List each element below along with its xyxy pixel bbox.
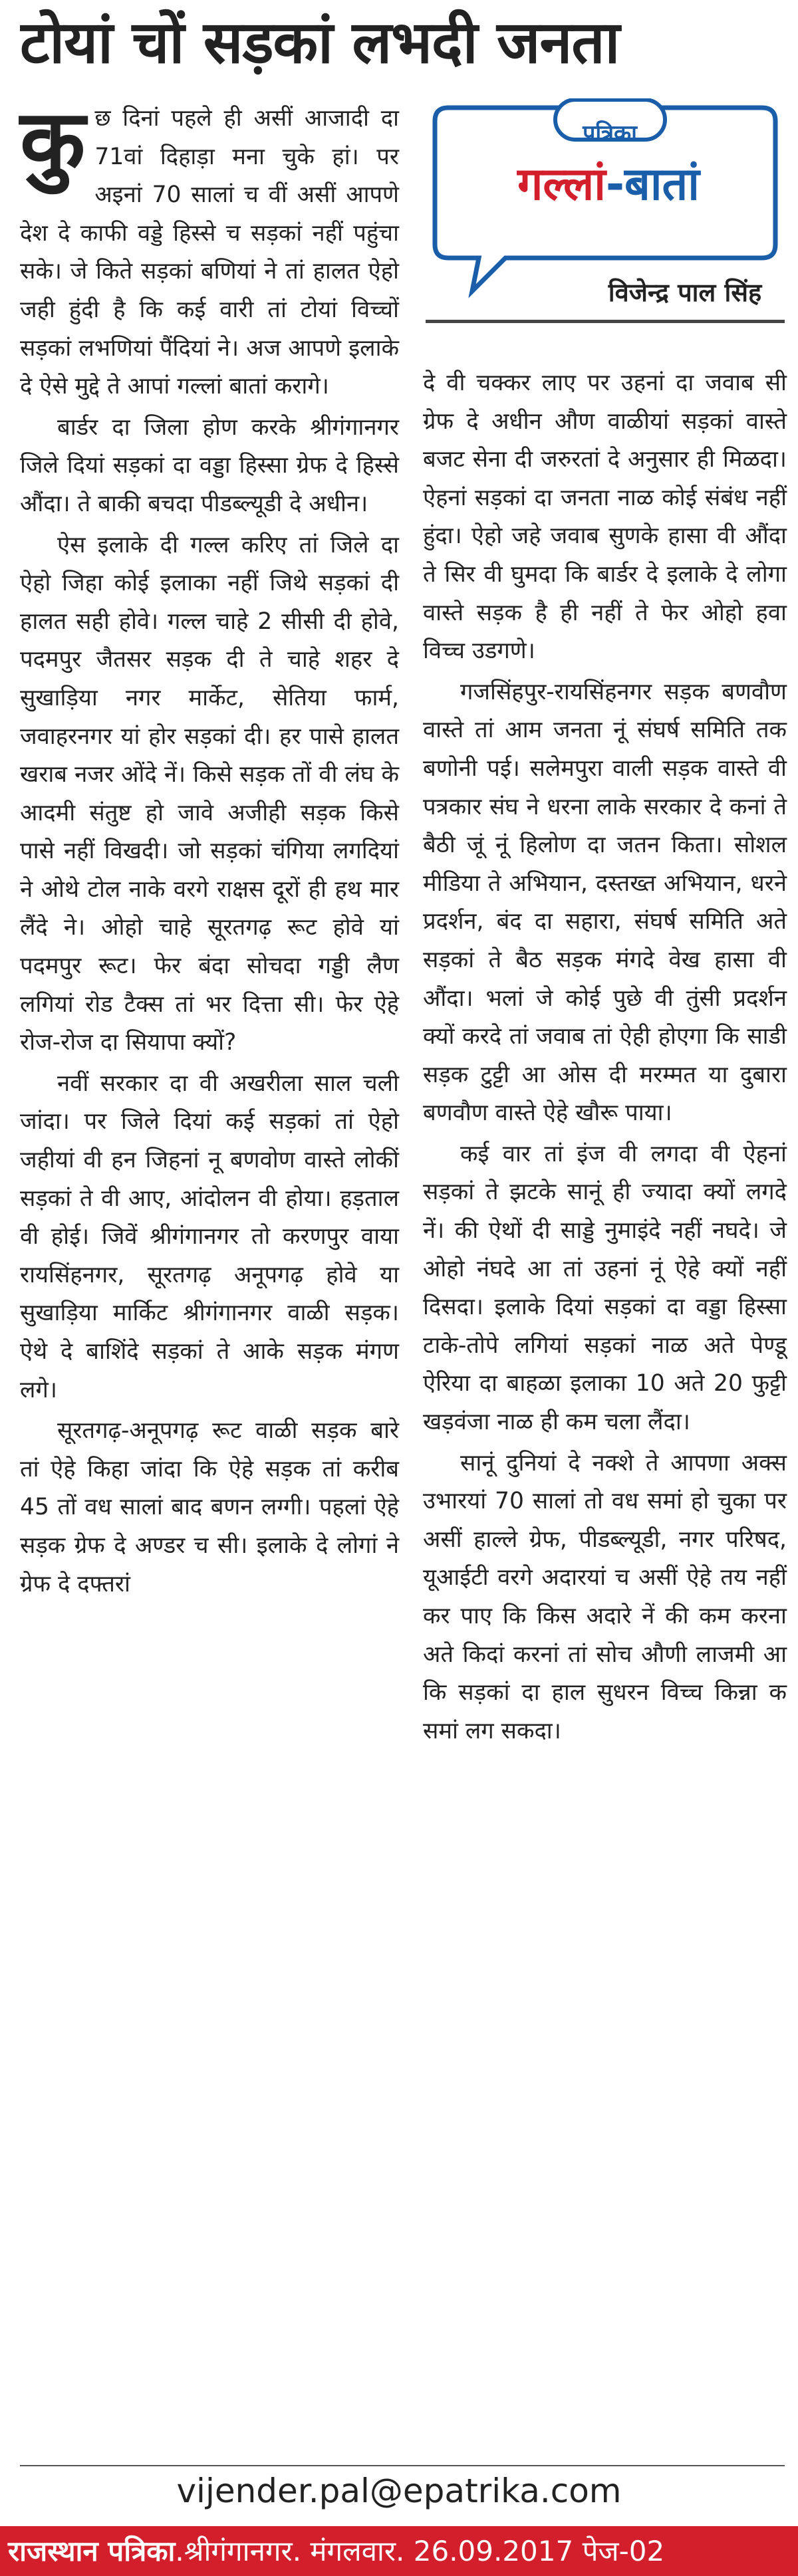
footer-edition-date: श्रीगंगानगर. मंगलवार. 26.09.2017 पेज-02 (184, 2535, 665, 2567)
email-divider (20, 2465, 785, 2466)
article-paragraph: सानूं दुनियां दे नक्शे ते आपणा अक्स उभारयां 70 सालां तो वध समां हो चुका पर असीं हाल्ले ग्रेफ, पीडब्ल्यूडी, नगर परिषद, यूआईटी वरगे अदारयां च असीं ऐहे तय नहीं कर पाए कि किस अदारे नें की कम करना अते किदां करनां तां सोच औणी लाजमी आ कि सड़कां दा हाल सुधरन विच्च किन्ना क समां लग सकदा। (423, 1449, 787, 1744)
footer-paper-name: राजस्थान पत्रिका (8, 2535, 176, 2567)
article-paragraph: नवीं सरकार दा वी अखरीला साल चली जांदा। पर जिले दियां कई सड़कां तां ऐहो जहीयां वी हन जिहनां नू बणवोण वास्ते लोकीं सड़कां ते वी आए, आंदोलन वी होया। हड़ताल वी होई। जिवें श्रीगंगानगर तो करणपुर वाया रायसिंहनगर, सूरतगढ़ अनूपगढ़ होवे या सुखाड़िया मार्किट श्रीगंगानगर वाळी सड़क। ऐथे दे बाशिंदे सड़कां ते आके सड़क मंगण लगे। (20, 1070, 399, 1403)
article-paragraph: दे वी चक्कर लाए पर उहनां दा जवाब सी ग्रेफ दे अधीन औण वाळीयां सड़कां वास्ते बजट सेना दी जरुरतां दे अनुसार ही मिळदा। ऐहनां सड़कां दा जनता नाळ कोई संबंध नहीं हुंदा। ऐहो जहे जवाब सुणके हासा वी औंदा ते सिर वी घुमदा कि बार्डर दे इलाके दे लोगा वास्ते सड़क है ही नहीं ते फेर ओहो हवा विच्च उडगणे। (423, 370, 787, 665)
article-paragraph: ऐस इलाके दी गल्ल करिए तां जिले दा ऐहो जिहा कोई इलाका नहीं जिथे सड़कां दी हालत सही होवे। गल्ल चाहे 2 सीसी दी होवे, पदमपुर जैतसर सड़क दी ते चाहे शहर दे सुखाड़िया नगर मार्केट, सेतिया फार्म, जवाहरनगर यां होर सड़कां दी। हर पासे हालत खराब नजर ओंदे नें। किसे सड़क तों वी लंघ के आदमी संतुष्ट हो जावे अजीही सड़क किसे पासे नहीं विखदी। जो सड़कां चंगिया लगदियां ने ओथे टोल नाके वरगे राक्षस दूरों ही हथ मार लैंदे ने। ओहो चाहे सूरतगढ़ रूट होवे यां पदमपुर रूट। फेर बंदा सोचदा गड्डी लैण लगियां रोड टैक्स तां भर दित्ता सी। फेर ऐहे रोज-रोज दा सियापा क्यों? (20, 531, 399, 1056)
article-column-left (20, 92, 399, 1606)
drop-cap: कु (20, 92, 86, 191)
column-title-part2: बातां (624, 158, 700, 211)
column-brand: पत्रिका (583, 120, 637, 147)
article-paragraph: कई वार तां इंज वी लगदा वी ऐहनां सड़कां ते झटके सानूं ही ज्यादा क्यों लगदे नें। की ऐथों दी साड्डे नुमाइंदे नहीं नघदे। जे ओहो नंघदे आ तां उहनां नूं ऐहे क्यों नहीं दिसदा। इलाके दियां सड़कां दा वड्डा हिस्सा टाके-तोपे लगियां सड़कां नाळ अते पेण्डू ऐरिया दा बाहळा इलाका 10 अते 20 फुट्टी खड़वंजा नाळ ही कम चला लैंदा। (423, 1140, 787, 1436)
author-byline: विजेन्द्र पाल सिंह (608, 278, 762, 307)
author-divider (426, 320, 785, 323)
article-paragraph: गजसिंहपुर-रायसिंहनगर सड़क बणवौण वास्ते तां आम जनता नूं संघर्ष समिति तक बणोनी पई। सलेमपुरा वाली सड़क वास्ते वी पत्रकार संघ ने धरना लाके सरकार दे कनां ते बैठी जूं नूं हिलोण दा जतन किता। सोशल मीडिया ते अभियान, दस्तख्त अभियान, धरने प्रदर्शन, बंद दा सहारा, संघर्ष समिति अते सड़कां ते बैठ सड़क मंगदे वेख हासा वी औंदा। भलां जे कोई पुछे वी तुंसी प्रदर्शन क्यों करदे तां जवाब तां ऐही होएगा कि साडी सड़क टुट्टी आ ओस दी मरम्मत या दुबारा बणवौण वास्ते ऐहे खौरू पाया। (423, 678, 787, 1127)
page-footer (0, 2526, 798, 2576)
article-paragraph: सूरतगढ़-अनूपगढ़ रूट वाळी सड़क बारे तां ऐहे किहा जांदा कि ऐहे सड़क तां करीब 45 तों वध सालां बाद बणन लग्गी। पहलां ऐहे सड़क ग्रेफ दे अण्डर च सी। इलाके दे लोगां ने ग्रेफ दे दफ्तरां (20, 1417, 399, 1597)
column-title-part1: गल्लां (517, 158, 606, 211)
footer-separator: . (175, 2535, 184, 2567)
headline: टोयां चों सड़कां लभदी जनता (20, 8, 620, 76)
column-title (462, 155, 755, 215)
author-email: vijender.pal@epatrika.com (176, 2472, 622, 2510)
article-paragraph: बार्डर दा जिला होण करके श्रीगंगानगर जिले दियां सड़कां दा वड्डा हिस्सा ग्रेफ दे हिस्से औंदा। ते बाकी बचदा पीडब्ल्यूडी दे अधीन। (20, 413, 399, 517)
article-column-right (423, 364, 787, 1753)
column-title-sep: - (605, 158, 625, 211)
column-badge (426, 98, 785, 334)
article-paragraph: छ दिनां पहले ही असीं आजादी दा 71वां दिहाड़ा मना चुके हां। पर अइनां 70 सालां च वीं असीं आपणे देश दे काफी वड्डे हिस्से च सड़कां नहीं पहुंचा सके। जे किते सड़कां बणियां ने तां हालत ऐहो जही हुंदी है कि कई वारी तां टोयां विच्चों सड़कां लभणियां पैंदियां ने। अज आपणे इलाके दे ऐसे मुद्दे ते आपां गल्लां बातां करागे। (20, 105, 399, 400)
